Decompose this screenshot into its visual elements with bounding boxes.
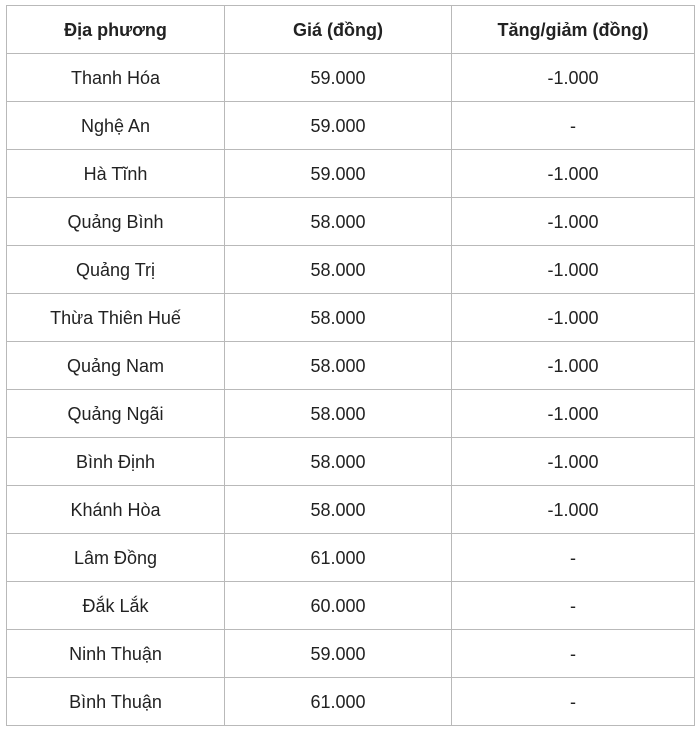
cell-location: Đắk Lắk bbox=[7, 582, 225, 630]
table-row bbox=[7, 54, 695, 102]
table-row bbox=[7, 582, 695, 630]
cell-change: -1.000 bbox=[452, 150, 695, 198]
cell-price: 58.000 bbox=[225, 438, 452, 486]
cell-change: - bbox=[452, 630, 695, 678]
table-row bbox=[7, 150, 695, 198]
table-body bbox=[7, 54, 695, 726]
cell-location: Lâm Đồng bbox=[7, 534, 225, 582]
cell-location: Thừa Thiên Huế bbox=[7, 294, 225, 342]
cell-change: -1.000 bbox=[452, 486, 695, 534]
table-row bbox=[7, 486, 695, 534]
cell-change: -1.000 bbox=[452, 342, 695, 390]
cell-location: Bình Thuận bbox=[7, 678, 225, 726]
cell-price: 58.000 bbox=[225, 246, 452, 294]
cell-location: Hà Tĩnh bbox=[7, 150, 225, 198]
table-row bbox=[7, 246, 695, 294]
cell-location: Quảng Nam bbox=[7, 342, 225, 390]
cell-price: 61.000 bbox=[225, 534, 452, 582]
price-table bbox=[6, 5, 695, 726]
cell-change: -1.000 bbox=[452, 294, 695, 342]
cell-change: -1.000 bbox=[452, 246, 695, 294]
cell-price: 59.000 bbox=[225, 150, 452, 198]
cell-change: - bbox=[452, 102, 695, 150]
cell-price: 58.000 bbox=[225, 198, 452, 246]
header-row bbox=[7, 6, 695, 54]
cell-change: -1.000 bbox=[452, 54, 695, 102]
header-location: Địa phương bbox=[7, 6, 225, 54]
cell-price: 58.000 bbox=[225, 486, 452, 534]
cell-location: Quảng Trị bbox=[7, 246, 225, 294]
table-row bbox=[7, 102, 695, 150]
cell-location: Quảng Bình bbox=[7, 198, 225, 246]
cell-price: 58.000 bbox=[225, 390, 452, 438]
header-change: Tăng/giảm (đồng) bbox=[452, 6, 695, 54]
table-header bbox=[7, 6, 695, 54]
cell-price: 59.000 bbox=[225, 54, 452, 102]
cell-location: Khánh Hòa bbox=[7, 486, 225, 534]
cell-price: 58.000 bbox=[225, 294, 452, 342]
cell-price: 60.000 bbox=[225, 582, 452, 630]
header-price: Giá (đồng) bbox=[225, 6, 452, 54]
table-row bbox=[7, 678, 695, 726]
table-row bbox=[7, 198, 695, 246]
cell-change: - bbox=[452, 534, 695, 582]
cell-change: - bbox=[452, 582, 695, 630]
table-row bbox=[7, 534, 695, 582]
cell-location: Thanh Hóa bbox=[7, 54, 225, 102]
cell-location: Nghệ An bbox=[7, 102, 225, 150]
cell-location: Quảng Ngãi bbox=[7, 390, 225, 438]
table-row bbox=[7, 390, 695, 438]
table-row bbox=[7, 294, 695, 342]
table-row bbox=[7, 438, 695, 486]
cell-change: - bbox=[452, 678, 695, 726]
cell-price: 58.000 bbox=[225, 342, 452, 390]
cell-location: Ninh Thuận bbox=[7, 630, 225, 678]
cell-change: -1.000 bbox=[452, 390, 695, 438]
table-row bbox=[7, 630, 695, 678]
cell-price: 59.000 bbox=[225, 102, 452, 150]
cell-price: 61.000 bbox=[225, 678, 452, 726]
cell-change: -1.000 bbox=[452, 198, 695, 246]
cell-change: -1.000 bbox=[452, 438, 695, 486]
cell-location: Bình Định bbox=[7, 438, 225, 486]
cell-price: 59.000 bbox=[225, 630, 452, 678]
table-row bbox=[7, 342, 695, 390]
